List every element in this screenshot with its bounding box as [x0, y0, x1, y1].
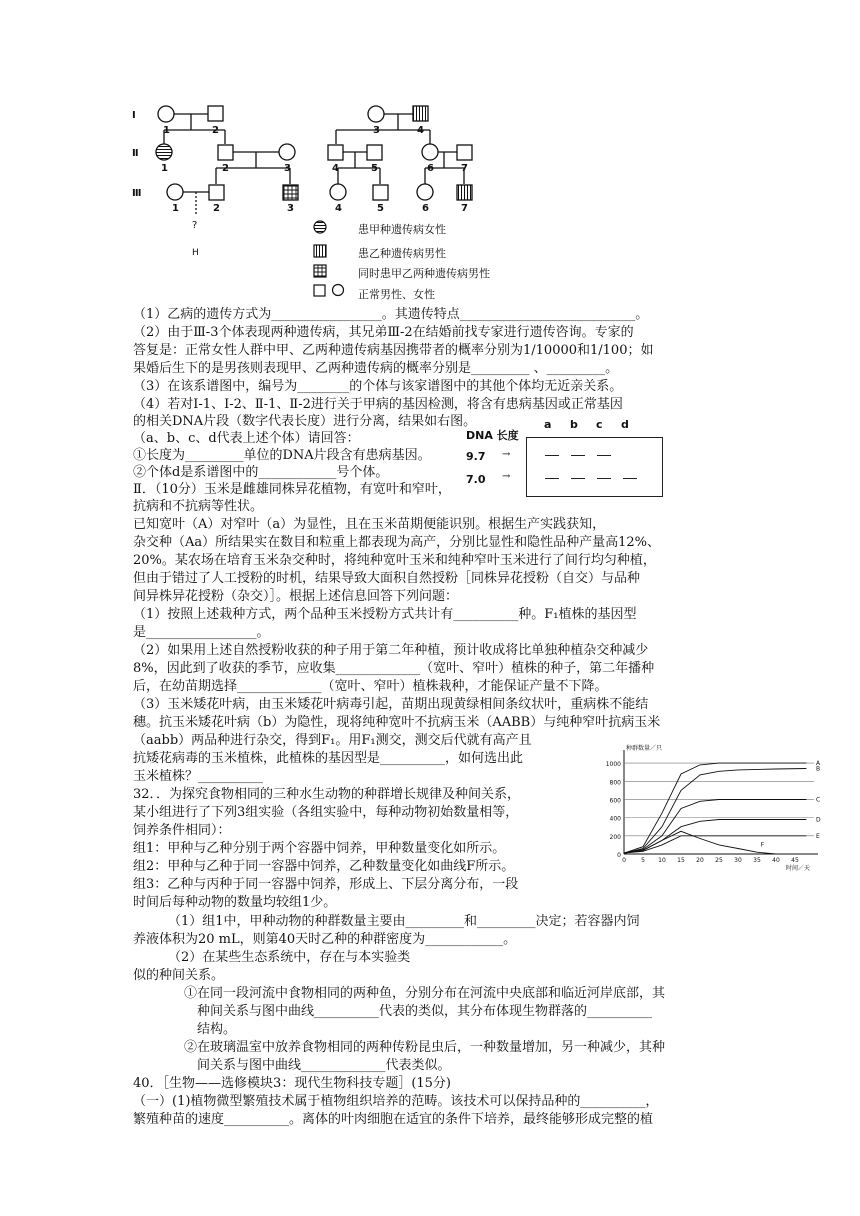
text-line: （1）乙病的遗传方式为_________________。其遗传特点___________________________。	[133, 307, 649, 322]
x-tick-label: 15	[677, 857, 685, 864]
text-line: ②在玻璃温室中放养食物相同的两种传粉昆虫后，一种数量增加，另一种减少，其种	[184, 1040, 666, 1055]
gen2-num: 4	[332, 163, 339, 174]
gel-band	[571, 478, 585, 479]
gel-arrow: →	[502, 449, 511, 460]
text-line: 某小组进行了下列3组实验（各组实验中，每种动物初始数量相等，	[133, 805, 519, 820]
y-tick-label: 0	[617, 852, 621, 859]
legend-label: 患甲种遗传病女性	[358, 223, 446, 236]
x-tick-label: 40	[772, 857, 780, 864]
gen2-num: 2	[222, 163, 229, 174]
text-line: （2）由于Ⅲ-3个体表现两种遗传病，其兄弟Ⅲ-2在结婚前找专家进行遗传咨询。专家的	[133, 325, 634, 340]
gen2-num: 1	[161, 163, 168, 174]
series-label: F	[760, 841, 765, 849]
text-line: 穗。抗玉米矮花叶病（b）为隐性，现将纯种宽叶不抗病玉米（AABB）与纯种窄叶抗病玉米	[133, 715, 661, 730]
text-line: 抗病和不抗病等性状。	[133, 499, 264, 514]
series-label: D	[816, 816, 821, 824]
legend-male-ab-icon	[314, 265, 326, 277]
x-axis-label: 时间／天	[785, 865, 810, 872]
text-line: 的相关DNA片段（数字代表长度）进行分离，结果如右图。	[133, 414, 477, 429]
gen-label-3: Ⅲ	[132, 188, 142, 199]
x-tick-label: 20	[696, 857, 704, 864]
text-line: 32．．为探究食物相同的三种水生动物的种群增长规律及种间关系，	[133, 787, 521, 802]
text-line: 繁殖种苗的速度__________。离体的叶肉细胞在适宜的条件下培养，最终能够形成完整的植	[133, 1112, 654, 1127]
text-line: Ⅱ．（10分）玉米是雌雄同株异花植物，有宽叶和窄叶，	[133, 482, 451, 497]
y-axis-label: 种群数量／只	[626, 745, 663, 752]
text-line: 后，在幼苗期选择_____________（宽叶、窄叶）植株栽种，才能保证产量不下降。	[133, 679, 608, 694]
gen1-num: 1	[163, 125, 170, 136]
x-tick-label: 25	[715, 857, 723, 864]
legend-label: 患乙种遗传病男性	[358, 247, 446, 260]
text-line: ②个体d是系谱图中的____________号个体。	[133, 465, 389, 480]
gen2-num: 7	[461, 163, 468, 174]
gel-col-c: c	[596, 418, 603, 431]
legend-label: 正常男性、女性	[358, 288, 435, 301]
text-line: 8%，因此到了收获的季节，应收集_____________（宽叶、窄叶）植株的种子，第二年播种	[133, 661, 655, 676]
text-line: ①在同一段河流中食物相同的两种鱼，分别分布在河流中央底部和临近河岸底部，其	[184, 986, 666, 1001]
text-line: 是_________________。	[133, 625, 270, 640]
text-line: （a、b、c、d代表上述个体）请回答：	[133, 431, 360, 446]
legend-normal-female-icon	[333, 285, 344, 296]
gel-band	[597, 455, 611, 456]
gel-band	[545, 455, 559, 456]
stray-mark: H	[192, 248, 199, 258]
x-tick-label: 30	[734, 857, 742, 864]
text-line: 杂交种（Aa）所结果实在数目和粒重上都表现为高产，分别比显性和隐性品种产量高12%、	[133, 535, 661, 550]
legend-symbols	[312, 218, 352, 298]
text-line: 抗矮花病毒的玉米植株，此植株的基因型是__________，如何选出此	[133, 751, 524, 766]
gen-label-2: Ⅱ	[132, 148, 139, 159]
gel-col-b: b	[570, 418, 578, 431]
gel-row-label: 7.0	[466, 473, 486, 486]
text-line: 间异株异花授粉（杂交）］。根据上述信息回答下列问题：	[133, 589, 459, 604]
gen2-num: 6	[427, 163, 434, 174]
gen1-num: 4	[417, 125, 424, 136]
gen3-num: 6	[422, 203, 429, 214]
gel-band	[571, 455, 585, 456]
text-line: ①长度为_________单位的DNA片段含有患病基因。	[133, 448, 431, 463]
gel-col-a: a	[544, 418, 552, 431]
gel-col-d: d	[621, 418, 629, 431]
text-line: 间关系与图中曲线_____________代表类似。	[197, 1058, 451, 1073]
gen3-num: 5	[377, 203, 384, 214]
text-line: 结构。	[197, 1022, 237, 1037]
text-line: （一）(1)植物微型繁殖技术属于植物组织培养的范畴。该技术可以保持品种的__________，	[133, 1094, 659, 1109]
gel-band	[545, 478, 559, 479]
text-line: （3）玉米矮花叶病，由玉米矮花叶病毒引起，苗期出现黄绿相间条纹状叶，重病株不能结	[133, 697, 649, 712]
gen3-num: 4	[335, 203, 342, 214]
gen3-num: 1	[172, 203, 179, 214]
text-line: （4）若对Ⅰ-1、Ⅰ-2、Ⅱ-1、Ⅱ-2进行关于甲病的基因检测，将含有患病基因或正常基因	[133, 397, 623, 412]
gel-row-label: 9.7	[466, 450, 486, 463]
gen1-num: 3	[373, 125, 380, 136]
gen3-num: 2	[213, 203, 220, 214]
gen3-num: 3	[287, 203, 294, 214]
text-line: 40．［生物——选修模块3：现代生物科技专题］(15分)	[133, 1076, 451, 1091]
series-label: B	[816, 765, 821, 773]
text-line: 但由于错过了人工授粉的时机，结果导致大面积自然授粉［同株异花授粉（自交）与品种	[133, 571, 641, 586]
y-tick-label: 400	[609, 815, 621, 823]
x-tick-label: 0	[622, 857, 626, 864]
x-tick-label: 5	[641, 857, 645, 864]
x-tick-label: 10	[658, 857, 666, 864]
text-line: （3）在该系谱图中，编号为________的个体与该家谱图中的其他个体均无近亲关系。	[133, 379, 623, 394]
text-line: （1）组1中，甲种动物的种群数量主要由_________和_________决定；若容器内饲	[168, 914, 640, 929]
gel-box	[526, 437, 663, 497]
text-line: 饲养条件相同）：	[133, 823, 231, 838]
gen-label-1: Ⅰ	[132, 110, 136, 121]
pedigree-chart	[130, 100, 510, 235]
y-tick-label: 200	[609, 833, 621, 841]
gel-band	[597, 478, 611, 479]
gen1-num: 2	[212, 125, 219, 136]
question-mark: ?	[192, 220, 198, 231]
legend-normal-male-icon	[314, 285, 325, 296]
text-line: 答复是：正常女性人群中甲、乙两种遗传病基因携带者的概率分别为1/10000和1/100；如	[133, 343, 654, 358]
text-line: （aabb）两品种进行杂交，得到F₁。用F₁测交，测交后代就有高产且	[133, 733, 532, 748]
text-line: 种间关系与图中曲线__________代表的类似，其分布体现生物群落的__________	[197, 1004, 653, 1019]
gel-axis-label: DNA 长度	[466, 429, 519, 442]
gen2-num: 3	[284, 163, 291, 174]
text-line: （2）如果用上述自然授粉收获的种子用于第二年种植，预计收成将比单独种植杂交种减少	[133, 643, 649, 658]
series-label: C	[816, 796, 821, 804]
text-line: 时间后每种动物的数量均较组1少。	[133, 895, 337, 910]
y-tick-label: 1000	[605, 761, 621, 769]
gen2-num: 5	[371, 163, 378, 174]
legend-label: 同时患甲乙两种遗传病男性	[358, 267, 490, 280]
series-label: A	[816, 760, 821, 768]
text-line: 组3：乙种与丙种于同一容器中饲养，形成上、下层分离分布，一段	[133, 877, 519, 892]
legend-female-a-icon	[314, 221, 326, 233]
series-label: E	[816, 832, 820, 840]
text-line: 组2：甲种与乙种于同一容器中饲养，乙种数量变化如曲线F所示。	[133, 859, 515, 874]
gel-arrow: →	[502, 471, 511, 482]
text-line: 玉米植株？__________	[133, 769, 264, 784]
gen3-num: 7	[461, 203, 468, 214]
text-line: 已知宽叶（A）对窄叶（a）为显性，且在玉米苗期便能识别。根据生产实践获知，	[133, 517, 606, 532]
text-line: 组1：甲种与乙种分别于两个容器中饲养，甲种数量变化如所示。	[133, 841, 506, 856]
text-line: （2）在某些生态系统中，存在与本实验类	[168, 950, 411, 965]
text-line: （1）按照上述栽种方式，两个品种玉米授粉方式共计有__________种。F₁植株的基因型	[133, 607, 637, 622]
gel-band	[623, 478, 637, 479]
text-line: 20%。某农场在培育玉米杂交种时，将纯种宽叶玉米和纯种窄叶玉米进行了间行均匀种植，	[133, 553, 656, 568]
y-tick-label: 600	[609, 797, 621, 805]
x-tick-label: 35	[753, 857, 761, 864]
y-tick-label: 800	[609, 779, 621, 787]
x-tick-label: 45	[791, 857, 799, 864]
text-line: 似的种间关系。	[133, 968, 225, 983]
text-line: 养液体积为20 mL，则第40天时乙种的种群密度为____________。	[133, 932, 517, 947]
legend-male-b-icon	[314, 245, 326, 257]
text-line: 果婚后生下的是男孩则表现甲、乙两种遗传病的概率分别是_________ 、_________。	[133, 361, 619, 376]
